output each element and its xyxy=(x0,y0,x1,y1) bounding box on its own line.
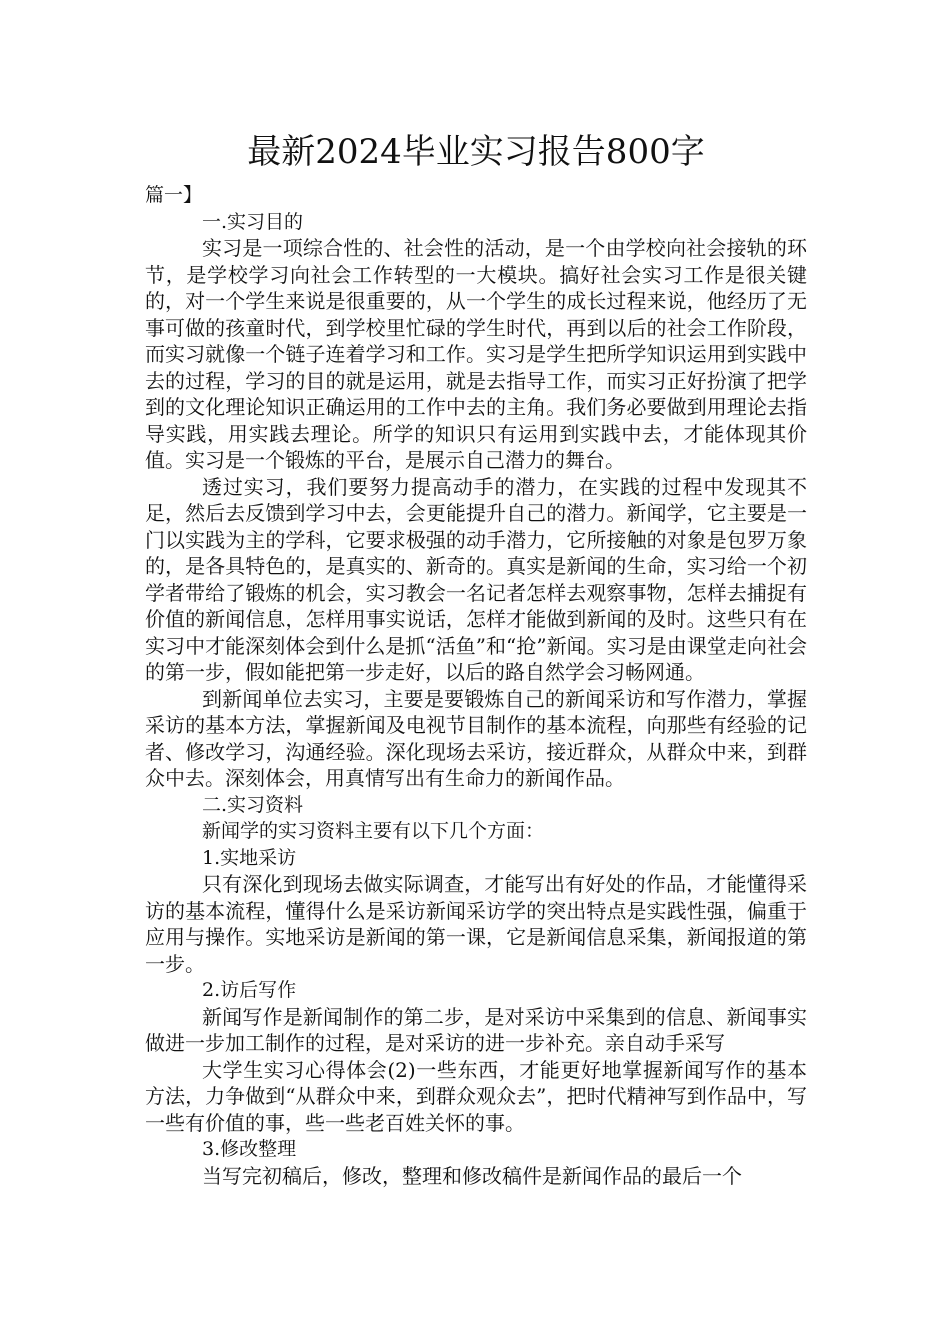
body-paragraph: 透过实习，我们要努力提高动手的潜力，在实践的过程中发现其不足，然后去反馈到学习中去，会更能提升自己的潜力。新闻学，它主要是一门以实践为主的学科，它要求极强的动手潜力，它所接触的对象是包罗万象的，是各具特色的，是真实的、新奇的。真实是新闻的生命，实习给一个初学者带给了锻炼的机会，实习教会一名记者怎样去观察事物，怎样去捕捉有价值的新闻信息，怎样用事实说话，怎样才能做到新闻的及时。这些只有在实习中才能深刻体会到什么是抓“活鱼”和“抢”新闻。实习是由课堂走向社会的第一步，假如能把第一步走好，以后的路自然学会习畅网通。 xyxy=(145,474,807,684)
body-paragraph: 到新闻单位去实习，主要是要锻炼自己的新闻采访和写作潜力，掌握采访的基本方法，掌握新闻及电视节目制作的基本流程，向那些有经验的记者、修改学习，沟通经验。深化现场去采访，接近群众，从群众中来，到群众中去。深刻体会，用真情写出有生命力的新闻作品。 xyxy=(145,686,807,790)
section-heading: 新闻学的实习资料主要有以下几个方面： xyxy=(202,820,545,842)
body-paragraph: 实习是一项综合性的、社会性的活动，是一个由学校向社会接轨的环节，是学校学习向社会工作转型的一大模块。搞好社会实习工作是很关键的，对一个学生来说是很重要的，从一个学生的成长过程来说，他经历了无事可做的孩童时代，到学校里忙碌的学生时代，再到以后的社会工作阶段，而实习就像一个链子连着学习和工作。实习是学生把所学知识运用到实践中去的过程，学习的目的就是运用，就是去指导工作，而实习正好扮演了把学到的文化理论知识正确运用的工作中去的主角。我们务必要做到用理论去指导实践，用实践去理论。所学的知识只有运用到实践中去，才能体现其价值。实习是一个锻炼的平台，是展示自己潜力的舞台。 xyxy=(145,236,807,472)
document-page xyxy=(145,126,807,1189)
body-paragraph: 新闻写作是新闻制作的第二步，是对采访中采集到的信息、新闻事实做进一步加工制作的过程，是对采访的进一步补充。亲自动手采写 xyxy=(145,1004,807,1055)
document-body xyxy=(145,209,807,1190)
body-paragraph: 只有深化到现场去做实际调查，才能写出有好处的作品，才能懂得采访的基本流程，懂得什么是采访新闻采访学的突出特点是实践性强，偏重于应用与操作。实地采访是新闻的第一课，它是新闻信息采集，新闻报道的第一步。 xyxy=(145,872,807,976)
body-paragraph: 当写完初稿后，修改，整理和修改稿件是新闻作品的最后一个 xyxy=(202,1163,742,1188)
section-heading: 一.实习目的 xyxy=(202,210,304,233)
section-heading: 2.访后写作 xyxy=(202,979,297,1001)
document-title: 最新2024毕业实习报告800字 xyxy=(247,132,705,172)
section-label: 篇一】 xyxy=(145,184,203,206)
section-heading: 1.实地采访 xyxy=(202,846,297,869)
section-heading: 3.修改整理 xyxy=(202,1138,297,1160)
body-paragraph: 大学生实习心得体会(2)一些东西，才能更好地掌握新闻写作的基本方法，力争做到“从群众中来，到群众观众去”，把时代精神写到作品中，写一些有价值的事，些一些老百姓关怀的事。 xyxy=(145,1057,807,1135)
section-heading: 二.实习资料 xyxy=(202,793,304,816)
